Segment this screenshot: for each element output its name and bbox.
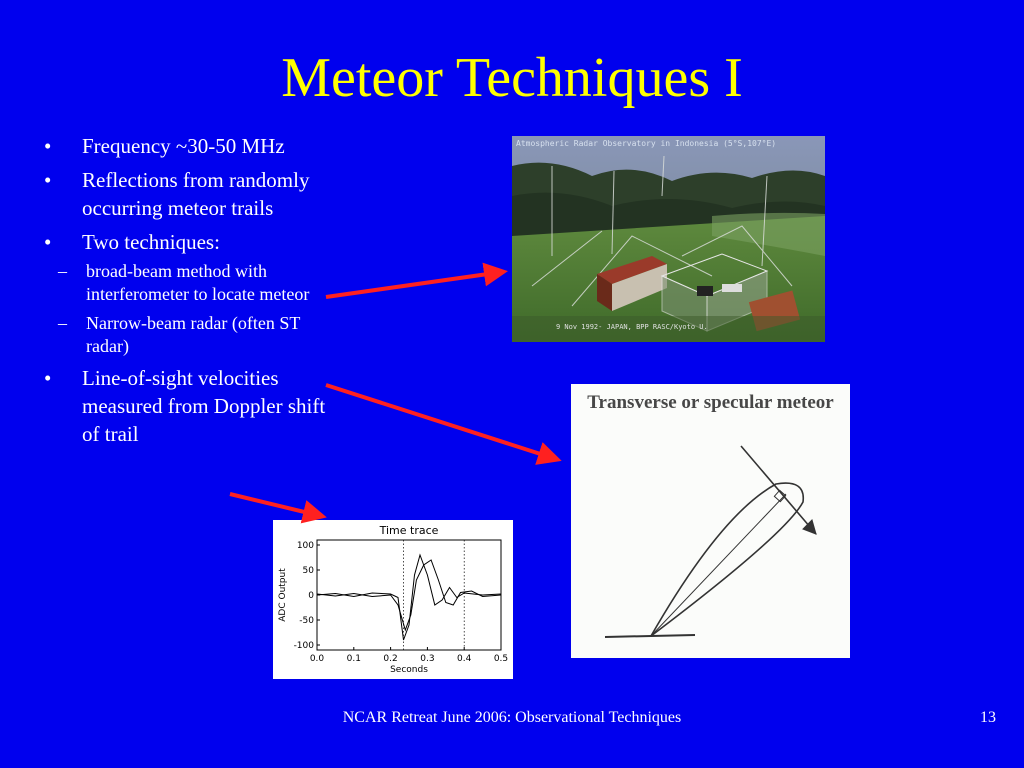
- bullet-text: Reflections from randomly occurring meteor trails: [82, 168, 310, 220]
- x-tick-label: 0.3: [420, 654, 435, 664]
- x-tick-label: 0.5: [493, 654, 509, 664]
- y-tick-label: 0: [308, 591, 314, 601]
- page-number: 13: [980, 709, 996, 726]
- sub-bullet-item: – broad-beam method with interferometer to locate meteor: [40, 260, 340, 306]
- x-tick-label: 0.4: [457, 654, 472, 664]
- arrow-to-photo: [326, 272, 502, 297]
- bullet-text: Line-of-sight velocities measured from Doppler shift of trail: [82, 366, 326, 446]
- trace-series-line-2: [317, 560, 501, 630]
- bullet-item: [40, 166, 340, 222]
- bullet-list: [40, 132, 340, 454]
- x-tick-label: 0.0: [309, 654, 325, 664]
- bullet-text: Frequency ~30-50 MHz: [82, 134, 285, 158]
- slide-footer: NCAR Retreat June 2006: Observational Techniques: [342, 709, 682, 726]
- x-tick-label: 0.1: [346, 654, 361, 664]
- beam-axis: [651, 494, 786, 636]
- beam-lobe: [651, 483, 803, 636]
- photo-caption: Atmospheric Radar Observatory in Indonesia (5°S,107°E): [516, 139, 777, 148]
- time-trace-chart: [273, 520, 513, 679]
- photo-footer: 9 Nov 1992- JAPAN, BPP RASC/Kyoto U.: [556, 323, 708, 331]
- specular-meteor-diagram: [571, 384, 850, 658]
- diagram-drawing: [571, 384, 850, 658]
- x-tick-label: 0.2: [383, 654, 398, 664]
- time-trace-svg: [273, 520, 513, 679]
- arrow-to-diagram: [326, 385, 556, 459]
- bullet-item: [40, 364, 340, 448]
- y-tick-label: -100: [293, 641, 314, 651]
- sub-bullet-item: – Narrow-beam radar (often ST radar): [40, 312, 340, 358]
- trace-series-line-1: [317, 555, 501, 640]
- sub-bullet-list: [82, 260, 340, 358]
- bullet-item: [40, 132, 340, 160]
- meteor-trail: [741, 446, 816, 534]
- radar-observatory-photo: [512, 136, 825, 342]
- chart-title: Time trace: [379, 524, 439, 537]
- y-tick-label: -50: [299, 616, 314, 626]
- photo-illustration: [512, 136, 825, 342]
- y-tick-label: 50: [302, 566, 314, 576]
- slide-title: Meteor Techniques I: [281, 47, 743, 109]
- y-axis-label: ADC Output: [278, 568, 288, 622]
- x-axis-label: Seconds: [390, 665, 428, 675]
- diagram-title: Transverse or specular meteor: [587, 392, 834, 413]
- y-tick-label: 100: [296, 541, 314, 551]
- bullet-item: [40, 228, 340, 358]
- ground-line: [605, 635, 695, 637]
- bullet-text: Two techniques:: [82, 230, 220, 254]
- arrow-to-trace: [230, 494, 321, 516]
